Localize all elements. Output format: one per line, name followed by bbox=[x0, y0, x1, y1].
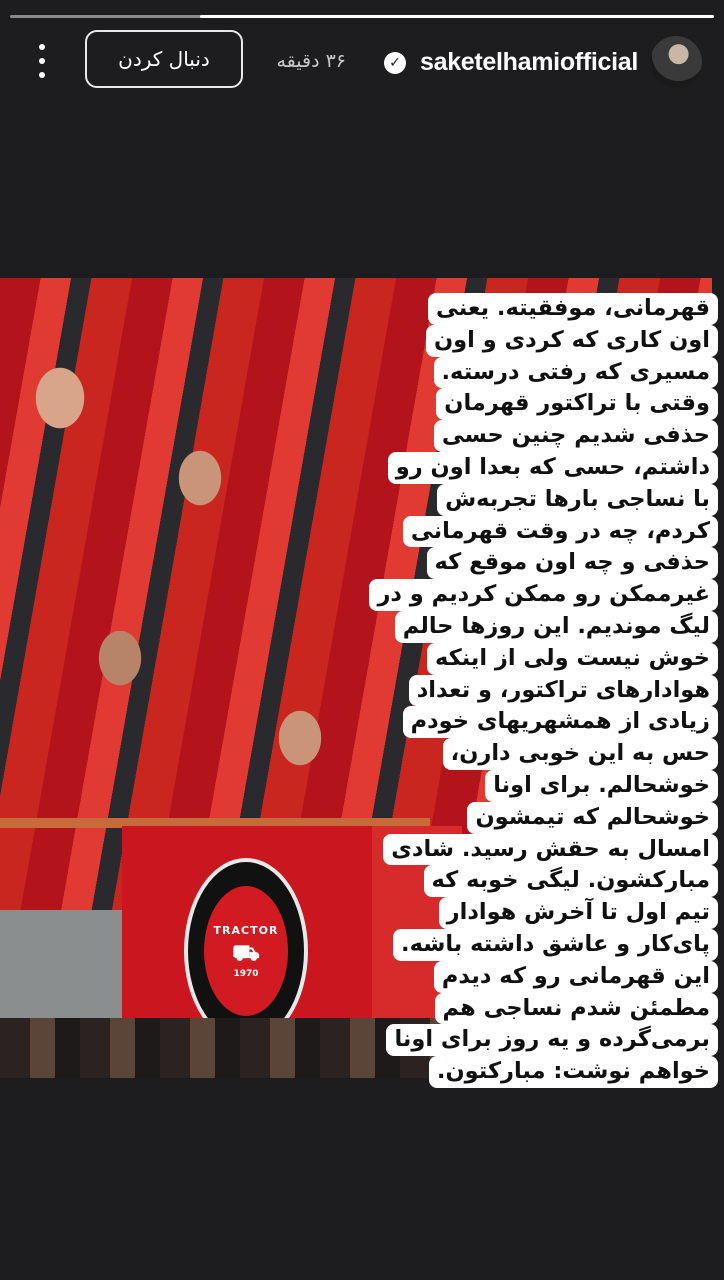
caption-line bbox=[408, 897, 718, 929]
caption-line bbox=[401, 929, 718, 961]
story-header bbox=[0, 30, 724, 94]
story-caption bbox=[377, 293, 718, 1088]
caption-line-text: غیرممکن رو ممکن کردیم و در bbox=[369, 579, 718, 611]
caption-line-text: خوشحالم. برای اونا bbox=[485, 770, 718, 802]
caption-line bbox=[408, 325, 718, 357]
caption-line bbox=[394, 1024, 718, 1056]
caption-line-text: زیادی از همشهریهای خودم bbox=[403, 706, 718, 738]
caption-line bbox=[408, 293, 718, 325]
caption-line-text: کردم، چه در وقت قهرمانی bbox=[403, 516, 718, 548]
caption-line bbox=[408, 1056, 718, 1088]
caption-line-text: خواهم نوشت: مبارکتون. bbox=[429, 1056, 718, 1088]
caption-line-text: با نساجی بارها تجربه‌ش bbox=[437, 484, 718, 516]
avatar[interactable] bbox=[650, 36, 702, 88]
caption-line-text: لیگ موندیم. این روزها حالم bbox=[395, 611, 718, 643]
caption-line-text: پای‌کار و عاشق داشته باشه. bbox=[393, 929, 718, 961]
story-progress-fill bbox=[200, 15, 714, 18]
tractor-logo: TRACTOR ⛟ 1970 bbox=[184, 858, 308, 1044]
caption-line-text: مسیری که رفتی درسته. bbox=[434, 357, 719, 389]
caption-line bbox=[408, 547, 718, 579]
caption-line-text: اون کاری که کردی و اون bbox=[426, 325, 718, 357]
caption-line bbox=[402, 611, 718, 643]
caption-line-text: هوادارهای تراکتور، و تعداد bbox=[409, 675, 718, 707]
caption-line-text: حذفی شدیم چنین حسی bbox=[434, 420, 718, 452]
caption-line-text: قهرمانی، موفقیته. یعنی bbox=[428, 293, 718, 325]
caption-line-text: داشتم، حسی که بعدا اون رو bbox=[388, 452, 718, 484]
caption-line-text: حذفی و چه اون موقع که bbox=[427, 547, 719, 579]
caption-line bbox=[408, 706, 718, 738]
caption-line bbox=[395, 452, 718, 484]
caption-line bbox=[408, 516, 718, 548]
caption-line bbox=[377, 579, 718, 611]
caption-line-text: وقتی با تراکتور قهرمان bbox=[436, 388, 718, 420]
caption-line bbox=[408, 865, 718, 897]
caption-line-text: خوشحالم که تیمشون bbox=[467, 802, 718, 834]
caption-line-text: مبارکشون. لیگی خوبه که bbox=[424, 865, 718, 897]
caption-line bbox=[408, 802, 718, 834]
caption-line-text: تیم اول تا آخرش هوادار bbox=[439, 897, 718, 929]
caption-line bbox=[408, 643, 718, 675]
caption-line-text: خوش نیست ولی از اینکه bbox=[427, 643, 718, 675]
caption-line-text: مطمئن شدم نساجی هم bbox=[435, 993, 719, 1025]
caption-line bbox=[408, 675, 718, 707]
vertical-dots-icon[interactable] bbox=[32, 44, 52, 78]
caption-line-text: برمی‌گرده و یه روز برای اونا bbox=[386, 1024, 718, 1056]
caption-line bbox=[408, 770, 718, 802]
logo-year: 1970 bbox=[233, 968, 259, 979]
caption-line bbox=[408, 738, 718, 770]
caption-line bbox=[408, 420, 718, 452]
caption-line-text: حس به این خوبی دارن، bbox=[443, 738, 718, 770]
caption-line-text: امسال به حقش رسید. شادی bbox=[383, 834, 718, 866]
logo-text: TRACTOR bbox=[213, 923, 279, 937]
username[interactable]: saketelhamiofficial bbox=[419, 48, 638, 76]
time-ago: ۳۶ دقیقه bbox=[276, 50, 346, 72]
caption-line bbox=[391, 834, 718, 866]
caption-line bbox=[408, 993, 718, 1025]
verified-badge-icon: ✓ bbox=[384, 52, 406, 74]
caption-line bbox=[408, 961, 718, 993]
caption-line bbox=[408, 388, 718, 420]
caption-line-text: این قهرمانی رو که دیدم bbox=[434, 961, 718, 993]
story-progress-bar bbox=[10, 15, 714, 18]
caption-line bbox=[408, 484, 718, 516]
caption-line bbox=[408, 357, 718, 389]
follow-button[interactable]: دنبال کردن bbox=[85, 30, 243, 88]
